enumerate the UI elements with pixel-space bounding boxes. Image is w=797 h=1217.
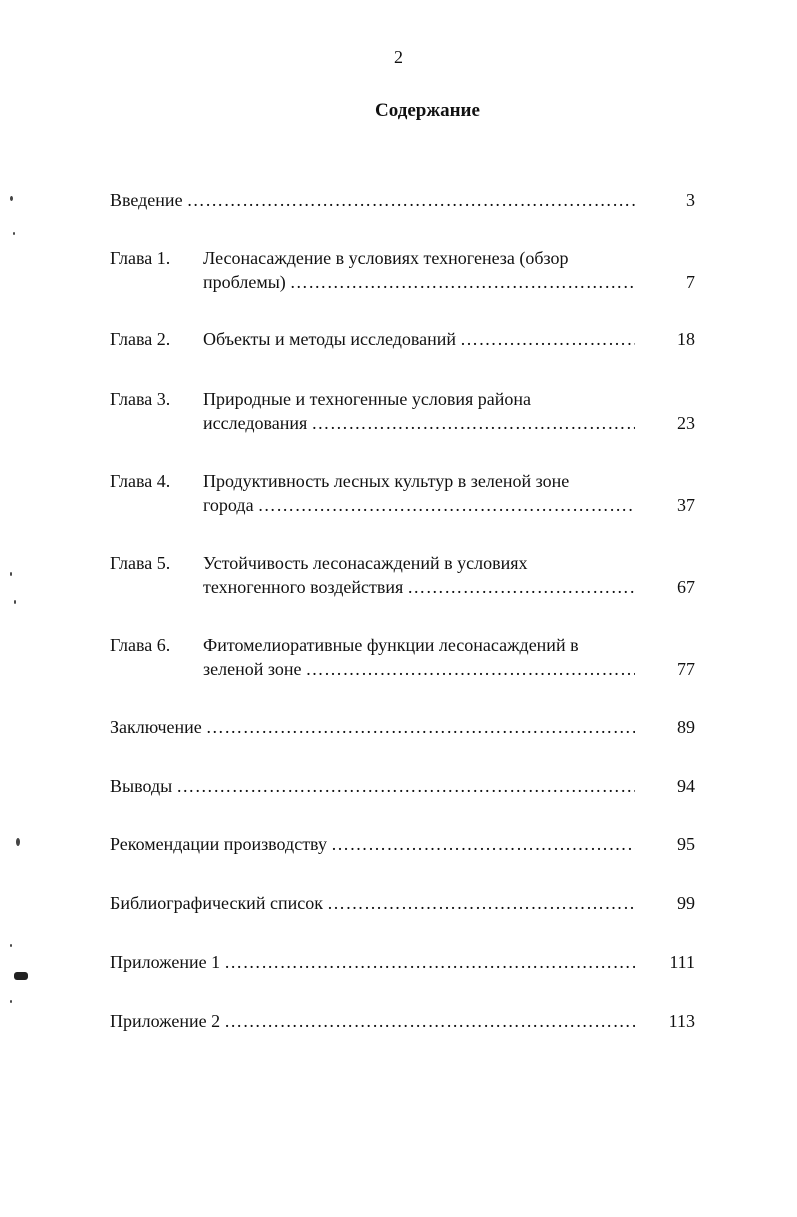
toc-entry-bibliography [110,891,700,915]
toc-title: Содержание [375,100,480,121]
dot-leader [172,774,635,798]
toc-entry-chapter-2 [110,327,700,351]
toc-entry-page: 95 [677,834,695,854]
chapter-title-line1: Природные и техногенные условия района [203,389,531,409]
dot-leader [323,891,635,915]
chapter-title-line2: города [203,495,254,515]
toc-entry-page: 94 [677,776,695,796]
dot-leader [301,657,635,681]
chapter-title-line1: Фитомелиоративные функции лесонасаждений в [203,635,579,655]
toc-entry-label: Заключение [110,717,202,737]
dot-leader [183,188,635,212]
toc-entry-page: 99 [677,893,695,913]
toc-entry-chapter-6 [110,633,700,681]
dot-leader [220,1009,635,1033]
chapter-title-line2: техногенного воздействия [203,577,404,597]
toc-entry-label: Приложение 1 [110,952,221,972]
toc-entry-conclusion [110,715,700,739]
toc-entry-page: 18 [677,329,695,349]
toc-entry-page: 7 [686,272,695,292]
chapter-title-line2: исследования [203,413,308,433]
dot-leader [327,832,635,856]
toc-entry-intro [110,188,700,212]
toc-entry-chapter-3 [110,387,700,435]
chapter-number: Глава 2. [110,329,171,349]
toc-entry-page: 89 [677,717,695,737]
toc-entry-chapter-1 [110,246,700,294]
toc-entry-appendix-1 [110,950,700,974]
scan-artifact [14,972,28,980]
toc-entry-page: 111 [669,952,695,972]
dot-leader [220,950,635,974]
chapter-number: Глава 1. [110,248,171,268]
scan-artifact [10,1000,12,1003]
chapter-title-line1: Объекты и методы исследований [203,329,457,349]
toc-entry-label: Введение [110,190,183,210]
scan-artifact [10,572,12,576]
scan-artifact [16,838,20,846]
toc-entry-label: Приложение 2 [110,1011,221,1031]
scan-artifact [10,196,13,201]
toc-entry-page: 67 [677,577,695,597]
dot-leader [403,575,635,599]
toc-entry-label: Выводы [110,776,173,796]
dot-leader [254,493,635,517]
chapter-title-line2: зеленой зоне [203,659,302,679]
toc-entry-chapter-4 [110,469,700,517]
toc-entry-appendix-2 [110,1009,700,1033]
toc-entry-findings [110,774,700,798]
chapter-title-line1: Устойчивость лесонасаждений в условиях [203,553,528,573]
toc-entry-chapter-5 [110,551,700,599]
toc-entry-label: Библиографический список [110,893,323,913]
chapter-title-line1: Продуктивность лесных культур в зеленой зоне [203,471,570,491]
chapter-number: Глава 3. [110,389,171,409]
chapter-title-line1: Лесонасаждение в условиях техногенеза (обзор [203,248,569,268]
scan-artifact [14,600,16,604]
toc-entry-label: Рекомендации производству [110,834,327,854]
scan-artifact [10,944,12,947]
scan-artifact [13,232,15,235]
toc-entry-recommendations [110,832,700,856]
toc-entry-page: 3 [686,190,695,210]
dot-leader [286,270,635,294]
chapter-title-line2: проблемы) [203,272,286,292]
toc-entry-page: 23 [677,413,695,433]
page-number: 2 [394,47,403,67]
toc-entry-page: 37 [677,495,695,515]
chapter-number: Глава 6. [110,635,171,655]
dot-leader [307,411,635,435]
dot-leader [456,327,635,351]
dot-leader [202,715,635,739]
toc-entry-page: 113 [668,1011,695,1031]
toc-entry-page: 77 [677,659,695,679]
chapter-number: Глава 4. [110,471,171,491]
chapter-number: Глава 5. [110,553,171,573]
